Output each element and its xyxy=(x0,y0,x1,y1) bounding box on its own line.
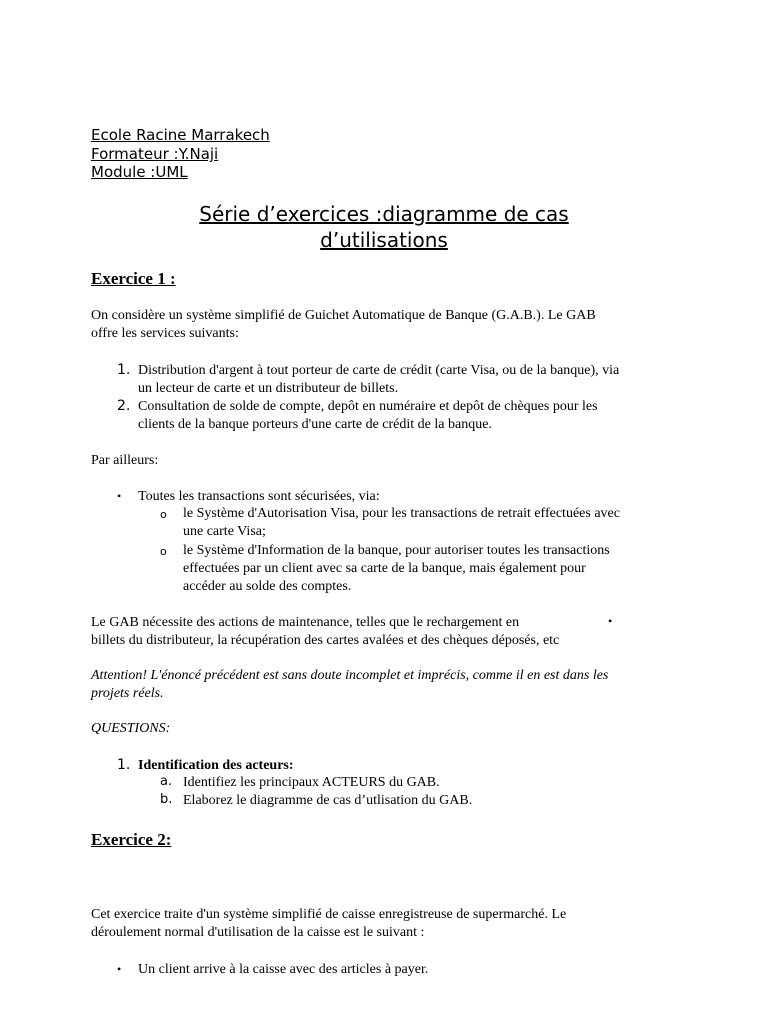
circle-bullet-icon: o xyxy=(160,545,167,558)
question-1a-text: Identifiez les principaux ACTEURS du GAB. xyxy=(183,775,440,790)
service-1-line1: Distribution d'argent à tout porteur de carte de crédit (carte Visa, ou de la banque), via xyxy=(138,363,620,378)
bullet-icon: • xyxy=(117,489,122,503)
sub-bullet-2-line2: effectuées par un client avec sa carte de la banque, mais également pour xyxy=(183,561,586,576)
questions-label: QUESTIONS: xyxy=(91,721,171,736)
exercise1-intro-line2: offre les services suivants: xyxy=(91,326,239,341)
exercise2-intro-line1: Cet exercice traite d'un système simplifié de caisse enregistreuse de supermarché. Le xyxy=(91,907,567,922)
service-1-line2: un lecteur de carte et un distributeur de billets. xyxy=(138,381,399,396)
exercise1-heading: Exercice 1 : xyxy=(91,269,176,288)
stray-bullet-icon: • xyxy=(608,614,613,628)
question-1a-marker: a. xyxy=(160,774,173,789)
maintenance-line1: Le GAB nécessite des actions de maintenance, telles que le rechargement en xyxy=(91,615,520,630)
exercise2-bullet-text: Un client arrive à la caisse avec des articles à payer. xyxy=(138,962,429,977)
trainer-name: Formateur :Y.Naji xyxy=(91,145,219,163)
maintenance-line2: billets du distributeur, la récupération des cartes avalées et des chèques déposés, etc xyxy=(91,633,560,648)
question-1b-marker: b. xyxy=(160,792,173,807)
exercise2-intro-line2: déroulement normal d'utilisation de la caisse est le suivant : xyxy=(91,925,425,940)
service-2-line2: clients de la banque porteurs d'une carte de crédit de la banque. xyxy=(138,417,492,432)
sub-bullet-1-line2: une carte Visa; xyxy=(183,524,266,539)
exercise1-intro-line1: On considère un système simplifié de Guichet Automatique de Banque (G.A.B.). Le GAB xyxy=(91,308,596,323)
module-name: Module :UML xyxy=(91,163,188,181)
exercise2-heading: Exercice 2: xyxy=(91,830,172,849)
school-name: Ecole Racine Marrakech xyxy=(91,126,270,144)
par-ailleurs-label: Par ailleurs: xyxy=(91,453,159,468)
question-1b-text: Elaborez le diagramme de cas d’utlisation du GAB. xyxy=(183,793,473,808)
attention-line1: Attention! L'énoncé précédent est sans doute incomplet et imprécis, comme il en est dans les xyxy=(91,668,609,683)
bullet-icon: • xyxy=(117,962,122,976)
question-1-title: Identification des acteurs: xyxy=(138,758,294,773)
service-marker-2: 2. xyxy=(117,398,131,414)
service-2-line1: Consultation de solde de compte, depôt en numéraire et depôt de chèques pour les xyxy=(138,399,598,414)
service-marker-1: 1. xyxy=(117,362,131,378)
question-marker-1: 1. xyxy=(117,757,131,773)
sub-bullet-2-line3: accéder au solde des comptes. xyxy=(183,579,352,594)
sub-bullet-2-line1: le Système d'Information de la banque, pour autoriser toutes les transactions xyxy=(183,543,610,558)
document-title-line2: d’utilisations xyxy=(320,228,448,252)
sub-bullet-1-line1: le Système d'Autorisation Visa, pour les transactions de retrait effectuées avec xyxy=(183,506,620,521)
circle-bullet-icon: o xyxy=(160,508,167,521)
attention-line2: projets réels. xyxy=(91,686,164,701)
document-title-line1: Série d’exercices :diagramme de cas xyxy=(199,202,569,226)
security-bullet-text: Toutes les transactions sont sécurisées, via: xyxy=(138,489,380,504)
